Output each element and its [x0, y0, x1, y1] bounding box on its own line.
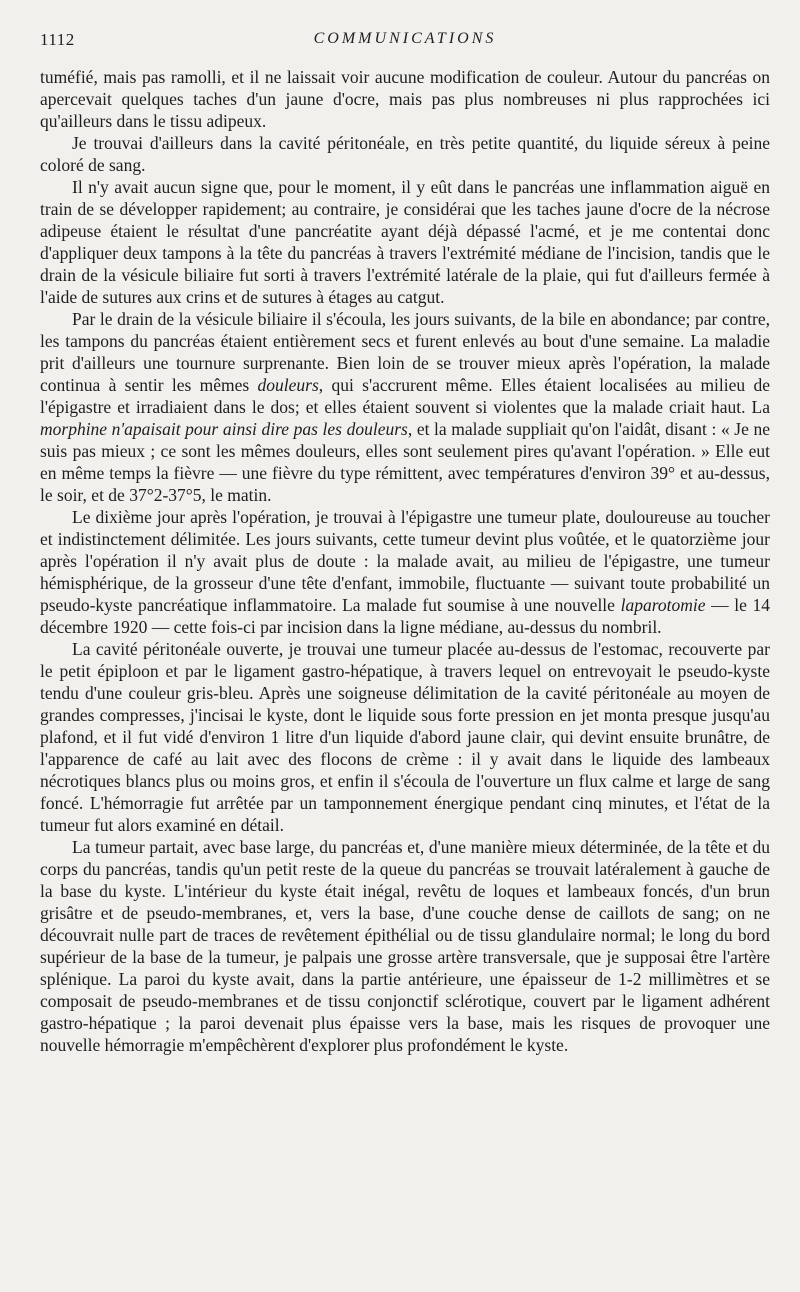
text-run: , et la malade suppliait qu'on l'aidât, disant : « Je ne suis pas mieux ; ce sont les mêmes douleurs, elles sont seulement pires qu'avant l'opération. » Elle eut en même temps la fièvre — une fièvre du type rémittent, avec températures d'environ 39° et au-dessus, le soir, et de 37°2-37°5, le matin. [40, 419, 770, 505]
section-title: COMMUNICATIONS [313, 30, 497, 47]
text-run: Je trouvai d'ailleurs dans la cavité péritonéale, en très petite quantité, du liquide séreux à peine coloré de sang. [40, 133, 770, 175]
text-run: La tumeur partait, avec base large, du pancréas et, d'une manière mieux déterminée, de la tête et du corps du pancréas, tandis qu'un petit reste de la queue du pancréas se trouvait latéralement à gauche de la base du kyste. L'intérieur du kyste était inégal, revêtu de loques et lambeaux foncés, d'un brun grisâtre et de pseudo-membranes, et, vers la base, d'une couche dense de caillots de sang; on ne découvrait nulle part de traces de revêtement épithélial ou de tissu glandulaire normal; le long du bord supérieur de la base de la tumeur, je palpais une grosse artère transversale, que je supposai être l'artère splénique. La paroi du kyste avait, dans la partie antérieure, une épaisseur de 1-2 millimètres et se composait de pseudo-membranes et de tissu conjonctif sclérotique, couvert par le ligament adhérent gastro-hépatique ; la paroi devenait plus épaisse vers la base, mais les risques de provoquer une nouvelle hémorragie m'empêchèrent d'explorer plus profondément le kyste. [40, 837, 770, 1055]
running-head [40, 26, 770, 56]
italic-run: douleurs [257, 375, 319, 395]
paragraph [40, 308, 770, 506]
text-run: tuméfié, mais pas ramolli, et il ne laissait voir aucune modification de couleur. Autour du pancréas on apercevait quelques taches d'un jaune d'ocre, mais pas plus nombreuses ni plus rapprochées ici qu'ailleurs dans le tissu adipeux. [40, 67, 770, 131]
text-run: Le dixième jour après l'opération, je trouvai à l'épigastre une tumeur plate, douloureuse au toucher et indistinctement délimitée. Les jours suivants, cette tumeur devint plus voûtée, et le quatorzième jour après l'opération il n'y avait plus de doute : la malade avait, au milieu de l'épigastre, une tumeur hémisphérique, de la grosseur d'une tête d'enfant, immobile, fluctuante — suivant toute probabilité un pseudo-kyste pancréatique inflammatoire. La malade fut soumise à une nouvelle [40, 507, 770, 615]
paragraph [40, 66, 770, 132]
text-run: Par le drain de la vésicule biliaire il s'écoula, les jours suivants, de la bile en abondance; par contre, les tampons du pancréas étaient entièrement secs et furent enlevés au bout d'une semaine. La maladie prit d'ailleurs une tournure surprenante. Bien loin de se trouver mieux après l'opération, la malade continua à sentir les mêmes [40, 309, 770, 395]
paragraph [40, 132, 770, 176]
paragraph [40, 836, 770, 1056]
text-run: — le 14 décembre 1920 — cette fois-ci par incision dans la ligne médiane, au-dessus du nombril. [40, 595, 770, 637]
italic-run: laparotomie [620, 595, 706, 615]
paragraph [40, 506, 770, 638]
paragraph [40, 176, 770, 308]
page-number: 1112 [40, 30, 75, 49]
text-run: La cavité péritonéale ouverte, je trouvai une tumeur placée au-dessus de l'estomac, recouverte par le petit épiploon et par le ligament gastro-hépatique, à travers lequel on entrevoyait le pseudo-kyste tendu d'une couleur gris-bleu. Après une soigneuse délimitation de la cavité péritonéale au moyen de grandes compresses, j'incisai le kyste, dont le liquide sous forte pression en jet monta presque jusqu'au plafond, et il fut vidé d'environ 1 litre d'un liquide d'abord jaune clair, qui devint ensuite brunâtre, de l'apparence de café au lait avec des flocons de crème : il y avait dans le liquide des lambeaux nécrotiques blancs plus ou moins gros, et enfin il s'écoula de l'ouverture un flux calme et large de sang foncé. L'hémorragie fut arrêtée par un tamponnement énergique pendant cinq minutes, et l'état de la tumeur fut alors examiné en détail. [40, 639, 770, 835]
paragraph [40, 638, 770, 836]
text-run: , qui s'accrurent même. Elles étaient localisées au milieu de l'épigastre et irradiaient dans le dos; et elles étaient souvent si violentes que la malade criait haut. La [40, 375, 771, 417]
text-run: Il n'y avait aucun signe que, pour le moment, il y eût dans le pancréas une inflammation aiguë en train de se développer rapidement; au contraire, je considérai que les taches jaune d'ocre de la nécrose adipeuse étaient le résultat d'une pancréatite ayant déjà dépassé l'acmé, et je me contentai donc d'appliquer deux tampons à la tête du pancréas à travers l'extrémité médiane de l'incision, tandis que le drain de la vésicule biliaire fut sorti à travers l'extrémité latérale de la plaie, qui fut d'ailleurs fermée à l'aide de sutures aux crins et de sutures à étages au catgut. [40, 177, 770, 307]
italic-run: morphine n'apaisait pour ainsi dire pas les douleurs [40, 419, 408, 439]
body-text [40, 66, 770, 1056]
